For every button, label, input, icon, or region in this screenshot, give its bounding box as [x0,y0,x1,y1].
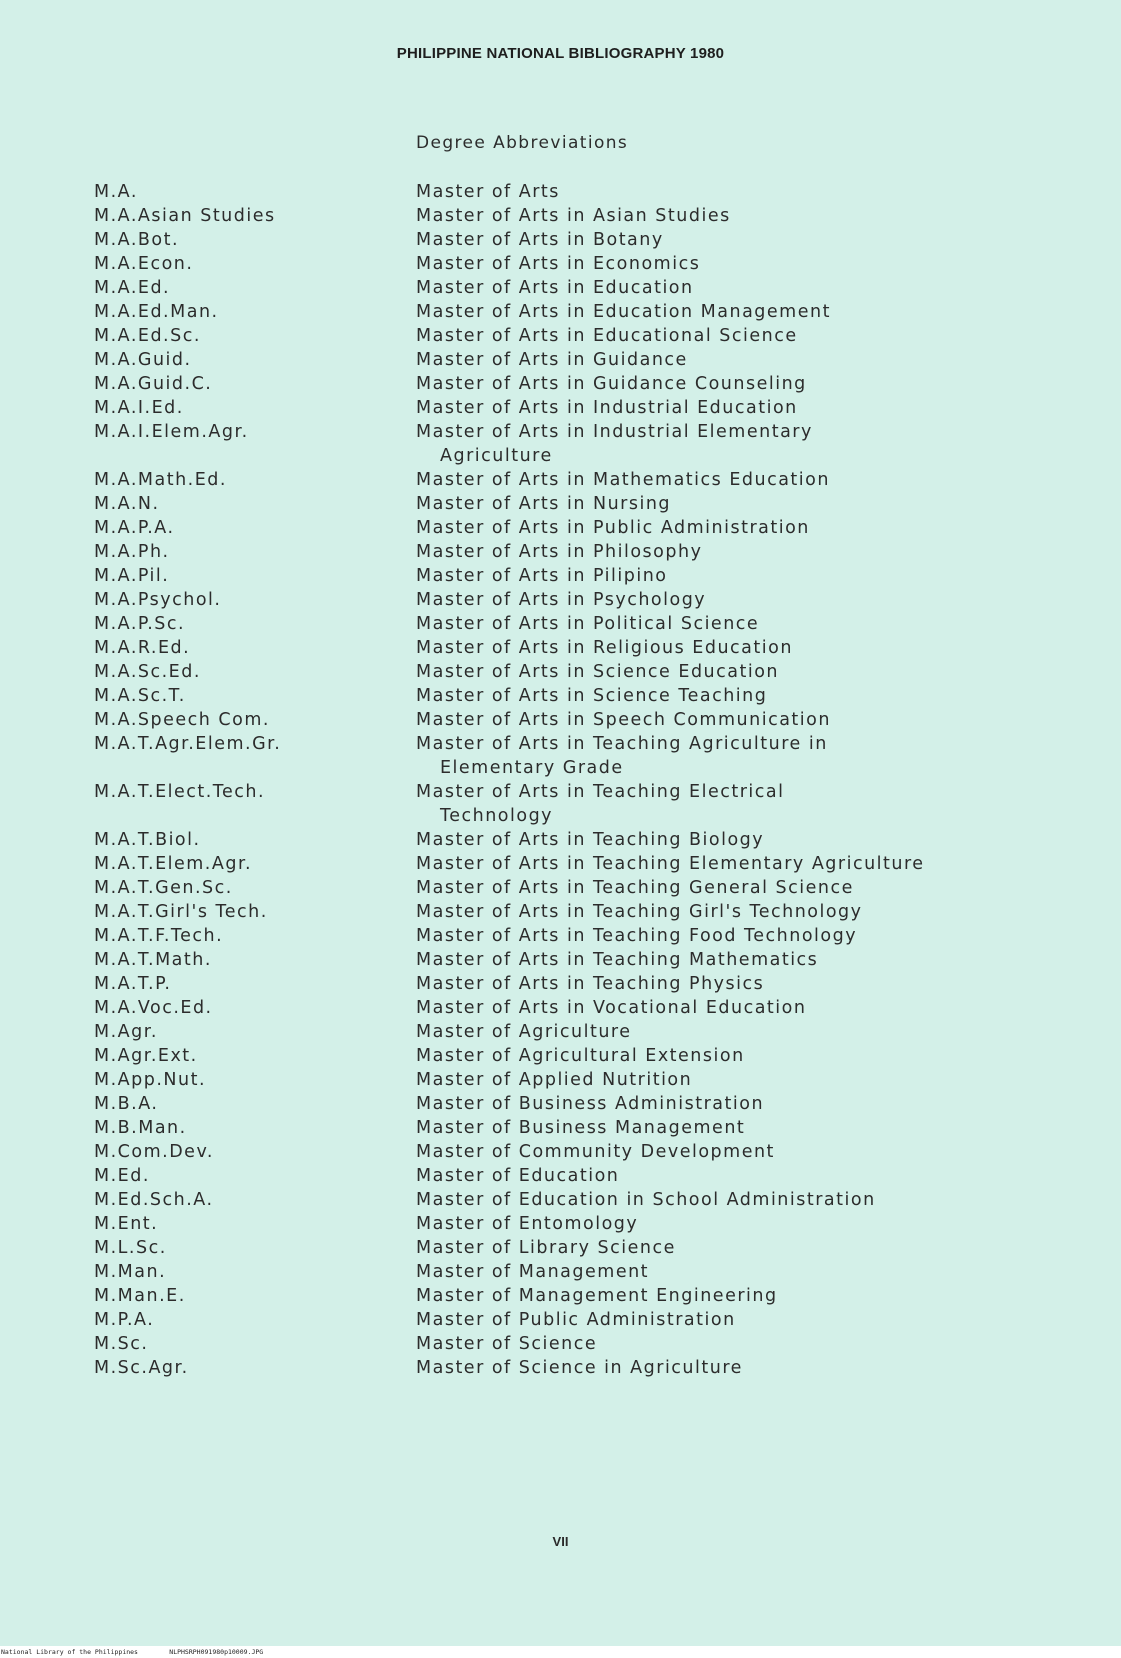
degree-name-line: Master of Management [416,1262,650,1282]
degree-name-line: Master of Arts in Vocational Education [416,998,807,1018]
abbreviation-entry [94,852,1034,876]
degree-name-line: Master of Education in School Administration [416,1190,876,1210]
abbreviation-entry [94,252,1034,276]
degree-abbreviation: M.A.Ph. [94,542,170,562]
abbreviation-entry [94,1164,1034,1188]
degree-abbreviation: M.A.T.Agr.Elem.Gr. [94,734,282,754]
degree-name-line: Master of Science in Agriculture [416,1358,743,1378]
degree-abbreviation: M.A.Asian Studies [94,206,276,226]
degree-name-line: Master of Arts in Teaching Biology [416,830,765,850]
abbreviation-entry [94,1260,1034,1284]
abbreviation-entry [94,1068,1034,1092]
degree-name-line: Master of Agricultural Extension [416,1046,745,1066]
degree-name [416,852,1034,876]
degree-name [416,252,1034,276]
degree-abbreviation: M.A.T.Girl's Tech. [94,902,268,922]
degree-name-line: Master of Public Administration [416,1310,736,1330]
degree-name-line: Master of Arts in Guidance Counseling [416,374,807,394]
scan-id: NLPHSRPH091980p10009.JPG [169,1648,264,1656]
abbreviation-entry [94,612,1034,636]
degree-name-line: Master of Arts [416,182,560,202]
degree-name [416,588,1034,612]
degree-name-line: Master of Arts in Psychology [416,590,707,610]
scan-footer [0,1646,1121,1658]
abbreviation-entry [94,1188,1034,1212]
degree-name-line: Master of Arts in Nursing [416,494,672,514]
abbreviation-entry [94,924,1034,948]
degree-name [416,948,1034,972]
degree-abbreviation: M.Ent. [94,1214,159,1234]
abbreviation-entry [94,324,1034,348]
degree-name-line: Master of Arts in Pilipino [416,566,668,586]
degree-name-line: Master of Arts in Science Education [416,662,780,682]
degree-name [416,180,1034,204]
degree-name-line: Master of Entomology [416,1214,639,1234]
degree-abbreviation: M.A.Econ. [94,254,194,274]
degree-name [416,228,1034,252]
degree-name-line: Master of Arts in Teaching Food Technology [416,926,858,946]
abbreviation-entry [94,564,1034,588]
abbreviation-entry [94,876,1034,900]
degree-name [416,1356,1034,1380]
abbreviation-entry [94,1284,1034,1308]
degree-name [416,1308,1034,1332]
degree-abbreviation: M.Sc. [94,1334,149,1354]
abbreviation-entry [94,1308,1034,1332]
degree-name [416,1260,1034,1284]
degree-name-line: Master of Science [416,1334,598,1354]
abbreviation-entry [94,180,1034,204]
abbreviation-entry [94,780,1034,828]
degree-abbreviation: M.A.Bot. [94,230,180,250]
degree-name [416,1332,1034,1356]
degree-abbreviation: M.Agr. [94,1022,158,1042]
degree-name-line: Master of Arts in Guidance [416,350,688,370]
degree-abbreviation: M.A.I.Elem.Agr. [94,422,249,442]
degree-abbreviation: M.A.Ed.Sc. [94,326,201,346]
degree-abbreviation: M.Sc.Agr. [94,1358,189,1378]
degree-name [416,732,1034,780]
degree-abbreviation: M.A.I.Ed. [94,398,184,418]
degree-name-line: Master of Arts in Botany [416,230,664,250]
abbreviation-entry [94,228,1034,252]
degree-name [416,540,1034,564]
abbreviation-entry [94,276,1034,300]
degree-name-line: Master of Arts in Educational Science [416,326,798,346]
abbreviation-entry [94,1356,1034,1380]
degree-abbreviation: M.L.Sc. [94,1238,167,1258]
degree-name [416,492,1034,516]
degree-name-line: Master of Arts in Political Science [416,614,760,634]
degree-name [416,612,1034,636]
degree-name [416,684,1034,708]
degree-abbreviation: M.A.Ed.Man. [94,302,219,322]
degree-name-line: Master of Arts in Education [416,278,694,298]
page-number: VII [552,1534,569,1549]
abbreviation-entry [94,972,1034,996]
degree-name-line: Master of Arts in Teaching Elementary Agriculture [416,854,925,874]
degree-name [416,516,1034,540]
degree-name [416,1164,1034,1188]
abbreviation-entry [94,996,1034,1020]
degree-name-line: Master of Applied Nutrition [416,1070,693,1090]
abbreviation-entry [94,516,1034,540]
degree-name [416,876,1034,900]
degree-abbreviation: M.A.Ed. [94,278,171,298]
degree-name [416,1116,1034,1140]
abbreviation-entry [94,660,1034,684]
degree-name [416,780,1034,828]
abbreviation-entry [94,1140,1034,1164]
degree-name-line: Master of Arts in Speech Communication [416,710,831,730]
degree-name [416,972,1034,996]
degree-abbreviation: M.A.Pil. [94,566,170,586]
degree-name-line: Master of Arts in Teaching Physics [416,974,765,994]
degree-name-continuation: Technology [440,806,554,826]
abbreviation-entry [94,372,1034,396]
degree-abbreviation: M.A.Psychol. [94,590,222,610]
degree-name-line: Master of Arts in Public Administration [416,518,810,538]
degree-name-line: Master of Arts in Teaching General Science [416,878,854,898]
degree-name [416,1140,1034,1164]
degree-name [416,996,1034,1020]
abbreviation-list [94,180,1034,1380]
degree-name [416,900,1034,924]
degree-name [416,348,1034,372]
abbreviation-entry [94,684,1034,708]
degree-abbreviation: M.B.A. [94,1094,159,1114]
degree-name-line: Master of Arts in Teaching Agriculture in [416,734,828,754]
degree-abbreviation: M.Man. [94,1262,167,1282]
abbreviation-entry [94,492,1034,516]
degree-name-line: Master of Education [416,1166,620,1186]
abbreviation-entry [94,636,1034,660]
abbreviation-entry [94,900,1034,924]
degree-abbreviation: M.Ed. [94,1166,150,1186]
degree-name-line: Master of Arts in Industrial Education [416,398,798,418]
degree-abbreviation: M.Com.Dev. [94,1142,214,1162]
degree-name [416,204,1034,228]
abbreviation-entry [94,300,1034,324]
abbreviation-entry [94,1212,1034,1236]
degree-name-continuation: Elementary Grade [440,758,624,778]
degree-abbreviation: M.B.Man. [94,1118,187,1138]
degree-name-line: Master of Arts in Teaching Mathematics [416,950,819,970]
abbreviation-entry [94,948,1034,972]
page-header: PHILIPPINE NATIONAL BIBLIOGRAPHY 1980 [396,45,725,62]
scan-credit: National Library of the Philippines [1,1648,138,1656]
degree-name [416,1068,1034,1092]
degree-name-line: Master of Arts in Industrial Elementary [416,422,813,442]
abbreviation-entry [94,540,1034,564]
degree-name [416,924,1034,948]
degree-abbreviation: M.P.A. [94,1310,155,1330]
section-title: Degree Abbreviations [416,133,629,153]
degree-name [416,708,1034,732]
abbreviation-entry [94,1116,1034,1140]
degree-abbreviation: M.A.T.F.Tech. [94,926,224,946]
degree-name [416,420,1034,468]
degree-name-line: Master of Arts in Philosophy [416,542,703,562]
degree-name [416,468,1034,492]
degree-abbreviation: M.A.T.Gen.Sc. [94,878,233,898]
degree-name [416,660,1034,684]
degree-name-continuation: Agriculture [440,446,553,466]
degree-name-line: Master of Agriculture [416,1022,632,1042]
degree-name-line: Master of Management Engineering [416,1286,778,1306]
degree-abbreviation: M.Agr.Ext. [94,1046,198,1066]
abbreviation-entry [94,1020,1034,1044]
degree-name-line: Master of Business Administration [416,1094,765,1114]
degree-abbreviation: M.A.T.Elem.Agr. [94,854,253,874]
degree-name-line: Master of Business Management [416,1118,746,1138]
abbreviation-entry [94,420,1034,468]
degree-abbreviation: M.A.T.P. [94,974,172,994]
degree-abbreviation: M.Man.E. [94,1286,186,1306]
degree-abbreviation: M.Ed.Sch.A. [94,1190,214,1210]
degree-name [416,1020,1034,1044]
abbreviation-entry [94,348,1034,372]
abbreviation-entry [94,1044,1034,1068]
degree-abbreviation: M.A.P.Sc. [94,614,186,634]
degree-abbreviation: M.A.P.A. [94,518,175,538]
degree-name [416,276,1034,300]
degree-name-line: Master of Arts in Economics [416,254,701,274]
abbreviation-entry [94,732,1034,780]
degree-name-line: Master of Arts in Asian Studies [416,206,731,226]
degree-name [416,324,1034,348]
degree-name-line: Master of Arts in Teaching Girl's Technology [416,902,863,922]
degree-name-line: Master of Arts in Religious Education [416,638,793,658]
abbreviation-entry [94,1332,1034,1356]
degree-name [416,1188,1034,1212]
degree-abbreviation: M.A. [94,182,138,202]
degree-abbreviation: M.A.T.Math. [94,950,212,970]
degree-name [416,1212,1034,1236]
degree-name-line: Master of Library Science [416,1238,676,1258]
degree-abbreviation: M.A.Guid.C. [94,374,213,394]
degree-abbreviation: M.A.Math.Ed. [94,470,227,490]
degree-name-line: Master of Arts in Education Management [416,302,831,322]
degree-name [416,396,1034,420]
degree-abbreviation: M.App.Nut. [94,1070,207,1090]
degree-name [416,1284,1034,1308]
degree-name-line: Master of Community Development [416,1142,775,1162]
degree-name [416,1044,1034,1068]
abbreviation-entry [94,1236,1034,1260]
degree-abbreviation: M.A.N. [94,494,160,514]
degree-abbreviation: M.A.T.Elect.Tech. [94,782,266,802]
degree-abbreviation: M.A.Voc.Ed. [94,998,213,1018]
abbreviation-entry [94,828,1034,852]
degree-name [416,372,1034,396]
degree-name [416,828,1034,852]
abbreviation-entry [94,204,1034,228]
abbreviation-entry [94,1092,1034,1116]
abbreviation-entry [94,708,1034,732]
degree-name [416,636,1034,660]
abbreviation-entry [94,396,1034,420]
degree-name [416,1236,1034,1260]
degree-abbreviation: M.A.Speech Com. [94,710,270,730]
degree-abbreviation: M.A.T.Biol. [94,830,201,850]
degree-name-line: Master of Arts in Mathematics Education [416,470,830,490]
degree-name [416,300,1034,324]
degree-abbreviation: M.A.Sc.Ed. [94,662,201,682]
degree-abbreviation: M.A.Guid. [94,350,192,370]
degree-name [416,564,1034,588]
degree-name-line: Master of Arts in Teaching Electrical [416,782,785,802]
degree-name-line: Master of Arts in Science Teaching [416,686,768,706]
degree-abbreviation: M.A.R.Ed. [94,638,191,658]
degree-name [416,1092,1034,1116]
degree-abbreviation: M.A.Sc.T. [94,686,186,706]
abbreviation-entry [94,588,1034,612]
abbreviation-entry [94,468,1034,492]
